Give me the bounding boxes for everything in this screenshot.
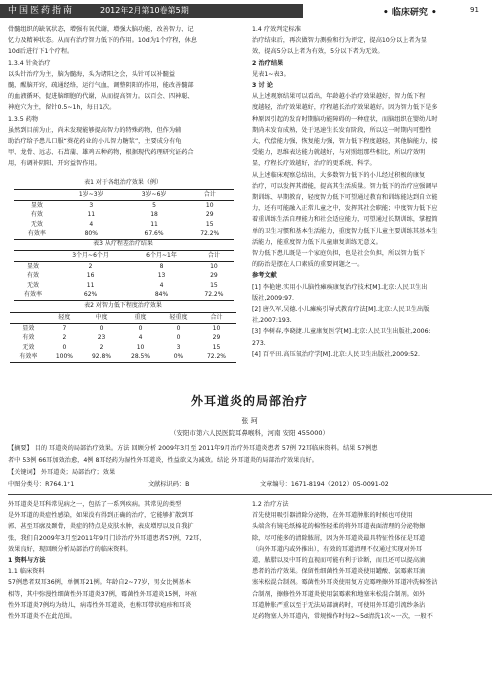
table-header-cell: 轻重度 bbox=[160, 313, 197, 324]
table-cell: 0 bbox=[138, 324, 143, 332]
table-cell: 有效率 bbox=[14, 229, 60, 239]
paragraph-line: 髓，醒脑开窍，疏通经络，运行气血，调整阴阳的作用，能改善髓部 bbox=[8, 82, 194, 90]
divider bbox=[8, 494, 492, 495]
paragraph-line: 头端含有镜毛纸棉花的棉签轻柔的将外耳道表面清理的分泌物擦 bbox=[252, 523, 426, 531]
table-cell: 4 bbox=[89, 220, 94, 228]
subheading: 1.3.5 药物 bbox=[8, 115, 39, 123]
table-cell: 29 bbox=[212, 334, 221, 341]
paragraph-line: 以头针治疗为主，脑为髓海，头为诸阳之会，头针可以补髓益 bbox=[8, 70, 176, 78]
keywords: 【关键词】 外耳道炎；局部治疗；效果 bbox=[8, 469, 116, 476]
paragraph-line: 见表1~表3。 bbox=[252, 70, 290, 78]
table-header-cell bbox=[10, 313, 47, 324]
table-row bbox=[14, 290, 234, 300]
right-column-top bbox=[252, 24, 492, 360]
table-header-cell: 1岁~3岁 bbox=[60, 190, 123, 201]
paragraph-line: 道，脓腊以及中耳的直视而可能有利于诊断，而且还可以提高滴 bbox=[252, 557, 426, 565]
paragraph-line: 塞米松混合制剂。霉菌性外耳炎使用复方克霉唑擦外耳道冲洗棉签沾 bbox=[252, 579, 438, 587]
reference-line: [3] 李树春,李晓捷.儿童康复医学[M].北京:人民卫生出版社,2006: bbox=[252, 328, 431, 336]
table2 bbox=[14, 250, 234, 301]
table-cell: 8 bbox=[159, 262, 164, 270]
paragraph-line: 10d后进行下1个疗程。 bbox=[8, 48, 74, 56]
paragraph-line: 效，提高5分以上者为有效，5分以下者为无效。 bbox=[252, 48, 384, 56]
table-cell: 显效 bbox=[22, 324, 35, 332]
table-cell: 13 bbox=[157, 272, 166, 279]
abstract-line: 【摘要】 目的 耳道炎的局部治疗效果。方法 回顾分析 2009年3月至 2011年9月治疗外耳道炎患者 57例 72耳临床资料。结果 57例患 bbox=[8, 445, 378, 452]
paragraph-line: 用，有调补阴阳、开窍益智作用。 bbox=[8, 160, 101, 168]
table-row bbox=[14, 261, 234, 271]
classification-number: 中图分类号：R764.1⁺1 bbox=[8, 481, 75, 488]
table-cell: 3 bbox=[89, 201, 94, 209]
paragraph-line: 张，我们自2009年3月至2011年9月门诊治疗外耳道患者57例，72耳， bbox=[8, 534, 206, 542]
table-cell: 72.2% bbox=[197, 352, 236, 362]
table-cell: 100% bbox=[47, 352, 82, 362]
table-cell: 10 bbox=[212, 324, 221, 332]
table-cell: 11 bbox=[150, 220, 158, 228]
article-author: 张 珂 bbox=[241, 417, 258, 425]
table-cell: 0% bbox=[160, 352, 197, 362]
paragraph-line: 力，还有可能融入正常儿童之中，发挥其社会职能；中度智力低下应 bbox=[252, 205, 438, 213]
table-cell: 3 bbox=[176, 343, 181, 351]
reference-line: [1] 李艳建.实用小儿脑性瘫痪康复治疗技术[M].北京:人民卫生出 bbox=[252, 283, 428, 291]
reference-line: 社,2007:193. bbox=[252, 317, 292, 325]
table-header-cell: 中度 bbox=[82, 313, 121, 324]
paragraph-line: 从上述观察结果可以看出，年龄越小治疗效果越好，智力低下程 bbox=[252, 93, 426, 101]
table-cell: 无效 bbox=[26, 281, 39, 289]
paragraph-line: 首先使用吸引器清除分泌物，在外耳道肿胀的时候也可使用 bbox=[252, 512, 413, 520]
table-cell: 18 bbox=[150, 211, 158, 218]
table-cell: 62% bbox=[52, 290, 129, 300]
paragraph-line: 从上述临床观察总结出，大多数智力低下的小儿经过积极的康复 bbox=[252, 171, 426, 179]
paragraph-line: 显，疗程长疗效越好，治疗的更系统、科学。 bbox=[252, 160, 376, 168]
paragraph-line: 57例患者双耳36例，单侧耳21例。年龄自2~77岁，男女比例基本 bbox=[8, 579, 191, 587]
paragraph-line: （向外耳道内或外推出），有效的耳道清理不仅通过实现对外耳 bbox=[252, 545, 423, 553]
table-row bbox=[14, 271, 234, 281]
table3-caption: 表2 对智力低下程度治疗效果 bbox=[84, 302, 162, 309]
paragraph-line: 甲、龙骨、远志、石菖蒲、雄鸡五种药物，根据现代药理研究证药合 bbox=[8, 149, 194, 157]
table-cell: 无效 bbox=[30, 220, 43, 228]
paragraph-line: 是外耳道的炎症性感染，如果没有得到正确的治疗，它能够扩散到耳 bbox=[8, 512, 194, 520]
journal-name: 中国医药指南 bbox=[8, 6, 75, 16]
references-heading: 参考文献 bbox=[252, 272, 277, 280]
section-label: • 临床研究 • bbox=[383, 8, 437, 18]
article-title: 外耳道炎的局部治疗 bbox=[190, 394, 308, 408]
subheading: 1.3.4 针灸治疗 bbox=[8, 59, 51, 67]
table-cell: 29 bbox=[205, 211, 214, 218]
subheading: 1.4 疗效判定标准 bbox=[252, 26, 301, 33]
paragraph-line: 性外耳道炎不在此范围。 bbox=[8, 613, 77, 621]
paragraph-line: 性外耳道炎7例均为幼儿，病毒性外耳道炎，也称耳带状疱疹和耳炎 bbox=[8, 601, 192, 609]
reference-line: [2] 唐久军,吴德.小儿瘫痪引导式教育疗法[M].北京:人民卫生出版 bbox=[252, 306, 430, 314]
paragraph-line: 助治疗给予患儿口服“葵花药业的小儿智力糖浆”，主要成分有龟 bbox=[8, 138, 182, 146]
table-cell: 16 bbox=[86, 272, 95, 279]
table-row bbox=[14, 281, 234, 291]
paragraph-line: 大，代偿能力强，恢复能力强，智力低下程度越轻，其他脑能力，接 bbox=[252, 138, 438, 146]
article-number: 文章编号：1671-8194（2012）05-0091-02 bbox=[260, 481, 389, 488]
paragraph-line: 期尚未发育成熟，处于迅速生长发育阶段，所以这一时期内可塑性 bbox=[252, 126, 432, 134]
table-cell: 80% bbox=[60, 229, 123, 239]
table-header-cell bbox=[14, 190, 60, 201]
table-cell: 4 bbox=[138, 334, 143, 341]
left-column-top bbox=[8, 24, 238, 170]
table1-caption: 表1 对于各组治疗效果（例） bbox=[84, 179, 162, 186]
table-cell: 72.2% bbox=[194, 290, 234, 300]
article-affiliation: （安阳市第六人民医院耳鼻喉科，河南 安阳 455000） bbox=[170, 429, 329, 437]
table-cell: 23 bbox=[97, 334, 106, 341]
paragraph-line: 种原因引起的发育时期脑功能障碍的一种症状，而脑组织在婴幼儿时 bbox=[252, 115, 438, 123]
section-heading: 1 资料与方法 bbox=[8, 557, 46, 565]
table-cell: 0 bbox=[176, 324, 181, 332]
reference-line: 273. bbox=[252, 339, 266, 347]
table-row bbox=[10, 343, 236, 353]
table-cell: 有效 bbox=[22, 334, 35, 341]
table-cell: 2 bbox=[88, 262, 93, 270]
subheading: 1.2 治疗方法 bbox=[252, 501, 289, 508]
table-cell: 28.5% bbox=[121, 352, 160, 362]
table-header-cell: 3岁~6岁 bbox=[123, 190, 186, 201]
paragraph-line: 骨髓组织的缺氧状态，增强有氧代谢，增强大脑功能，改善智力、记 bbox=[8, 26, 194, 33]
table-row bbox=[10, 333, 236, 343]
paragraph-line: 的防治是摆在人口素质的重要问题之一。 bbox=[252, 261, 364, 269]
subheading: 1.1 临床资料 bbox=[8, 568, 45, 576]
table-cell: 10 bbox=[210, 262, 218, 270]
right-column-bottom bbox=[252, 499, 492, 622]
table-row bbox=[14, 220, 234, 230]
table-header-row bbox=[10, 313, 236, 324]
paragraph-line: 治疗，可以发挥其潜能，提高其生活质量。智力低下的治疗应强调早 bbox=[252, 182, 438, 190]
table-row bbox=[14, 200, 234, 210]
table-header-cell: 3个月~6个月 bbox=[52, 251, 129, 262]
table-cell: 11 bbox=[87, 211, 96, 218]
table-cell: 无效 bbox=[22, 343, 35, 351]
table-cell: 0 bbox=[62, 343, 67, 351]
paragraph-line: 合制剂，擦修性外耳道炎使用氯霉素和地塞米松混合制剂。如外 bbox=[252, 590, 426, 598]
page-number: 91 bbox=[470, 6, 479, 14]
table-cell: 2 bbox=[62, 334, 67, 341]
table-row bbox=[10, 323, 236, 333]
paragraph-line: 除，尽可能多的清除脓屑，因为外耳道炎最具特征性体征是耳道 bbox=[252, 534, 426, 542]
table-cell: 5 bbox=[152, 201, 156, 209]
table-row bbox=[10, 352, 236, 362]
paragraph-line: 期训练、早期教育，轻度智力低下可望通过教育和训练能达到自立能 bbox=[252, 194, 438, 202]
table-header-cell: 合计 bbox=[194, 251, 234, 262]
table-cell: 10 bbox=[136, 343, 145, 351]
issue-info: 2012年2月第10卷第5期 bbox=[100, 6, 189, 15]
paragraph-line: 郭、甚至耳廓及颞骨，炎症的特点是皮肤水肿，表皮增厚以及自我扩 bbox=[8, 523, 194, 531]
paragraph-line: 相等，其中弥漫性细菌性外耳道炎37例，霉菌性外耳道炎15例，坏疽 bbox=[8, 590, 197, 598]
table-header-cell: 重度 bbox=[121, 313, 160, 324]
table-header-cell: 6个月~1年 bbox=[129, 251, 194, 262]
table-row bbox=[14, 210, 234, 220]
table-cell: 4 bbox=[159, 281, 164, 289]
table-header-row bbox=[14, 251, 234, 262]
table-cell: 显效 bbox=[30, 201, 43, 209]
table-cell: 67.6% bbox=[123, 229, 186, 239]
table-cell: 0 bbox=[176, 334, 181, 341]
table-cell: 有效 bbox=[26, 272, 39, 279]
paragraph-line: 受能力，思维表达能力就越好，与对照组那些相比，所以疗效明 bbox=[252, 149, 426, 157]
table-cell: 10 bbox=[205, 201, 214, 209]
paragraph-line: 的血液循环，促进脑细胞的代谢，从而提高智力。以百会、四神聪、 bbox=[8, 93, 194, 101]
table-cell: 29 bbox=[210, 272, 218, 279]
document-code: 文献标识码：B bbox=[148, 481, 190, 488]
paragraph-line: 虽然到目前为止，尚未发现能够提高智力的特殊药物，但作为辅 bbox=[8, 126, 182, 134]
table-cell: 7 bbox=[62, 324, 67, 332]
paragraph-line: 单的卫生习惯和基本生活能力，重度智力低下儿童主要训练其基本生 bbox=[252, 227, 438, 235]
table-cell: 15 bbox=[210, 281, 218, 289]
paragraph-line: 足药物塞人外耳道内，常规操作时每2~5d清洗1次~一次，一般不 bbox=[252, 613, 433, 621]
paragraph-line: 神庭穴为主，留针0.5~1h，每日1次。 bbox=[8, 104, 116, 112]
table-header-cell: 轻度 bbox=[47, 313, 82, 324]
paragraph-line: 治疗结束后，再次做智力测验和行为评定，提高10分以上者为显 bbox=[252, 37, 427, 45]
paragraph-line: 智力低下患儿既是一个家庭负担，也是社会负担，所以智力低下 bbox=[252, 250, 426, 258]
table1 bbox=[14, 189, 234, 240]
table-cell: 84% bbox=[129, 290, 194, 300]
left-column-bottom bbox=[8, 499, 244, 622]
table-header-cell bbox=[14, 251, 52, 262]
table-cell: 2 bbox=[99, 343, 104, 351]
table-header-cell: 合计 bbox=[197, 313, 236, 324]
abstract-line: 者中 53例 66耳加效治愈，4例 8耳经药为湿性外耳道炎，性益欲义为减效。结论 外耳道炎的局部治疗效果良好。 bbox=[8, 457, 318, 464]
table3 bbox=[10, 312, 236, 363]
paragraph-line: 患者的治疗效果。保留性细菌性外耳道炎使用罐酸、氯霉素耳滴 bbox=[252, 568, 426, 576]
table-cell: 显效 bbox=[26, 262, 39, 270]
page-header bbox=[0, 0, 499, 20]
table-cell: 72.2% bbox=[185, 229, 234, 239]
paragraph-line: 效果良好，现回顾分析局部治疗的临床资料。 bbox=[8, 545, 132, 553]
paragraph-line: 活能力，能重度智力低下儿童康复训练无意义。 bbox=[252, 238, 382, 246]
table-cell: 0 bbox=[99, 324, 104, 332]
reference-line: [4] 百平田.高压氧治疗学[M].北京:人民卫生出版社,2009:52. bbox=[252, 350, 420, 358]
section-heading: 2 治疗结果 bbox=[252, 59, 284, 67]
paragraph-line: 着重训练生活自理能力和社会适应能力，可望通过长期训练，掌握简 bbox=[252, 216, 438, 224]
table-cell: 有效率 bbox=[10, 352, 47, 362]
paragraph-line: 度越轻，治疗效果越好，疗程越长治疗效果越好。因为智力低下是多 bbox=[252, 104, 438, 112]
table-header-cell: 合计 bbox=[185, 190, 234, 201]
paragraph-line: 耳道肿胀严重以至于无法局部滴药时，可使用外耳道引流纱条沾 bbox=[252, 601, 426, 609]
table-cell: 15 bbox=[212, 343, 221, 351]
table-cell: 有效率 bbox=[14, 290, 52, 300]
section-heading: 3 讨 论 bbox=[252, 82, 273, 90]
table-cell: 92.8% bbox=[82, 352, 121, 362]
paragraph-line: 外耳道炎是耳科常见病之一，包括了一系列疾病。其常见的类型 bbox=[8, 501, 182, 508]
table-cell: 11 bbox=[86, 281, 95, 289]
table2-caption: 表3 从疗程差治疗结果 bbox=[93, 240, 153, 247]
table-cell: 15 bbox=[205, 220, 214, 228]
table-header-row bbox=[14, 190, 234, 201]
table-cell: 有效 bbox=[30, 211, 43, 218]
reference-line: 版社,2009:97. bbox=[252, 294, 295, 302]
paragraph-line: 忆力及精神状态。从而有治疗智力低下的作用。10d为1个疗程，休息 bbox=[8, 37, 197, 45]
